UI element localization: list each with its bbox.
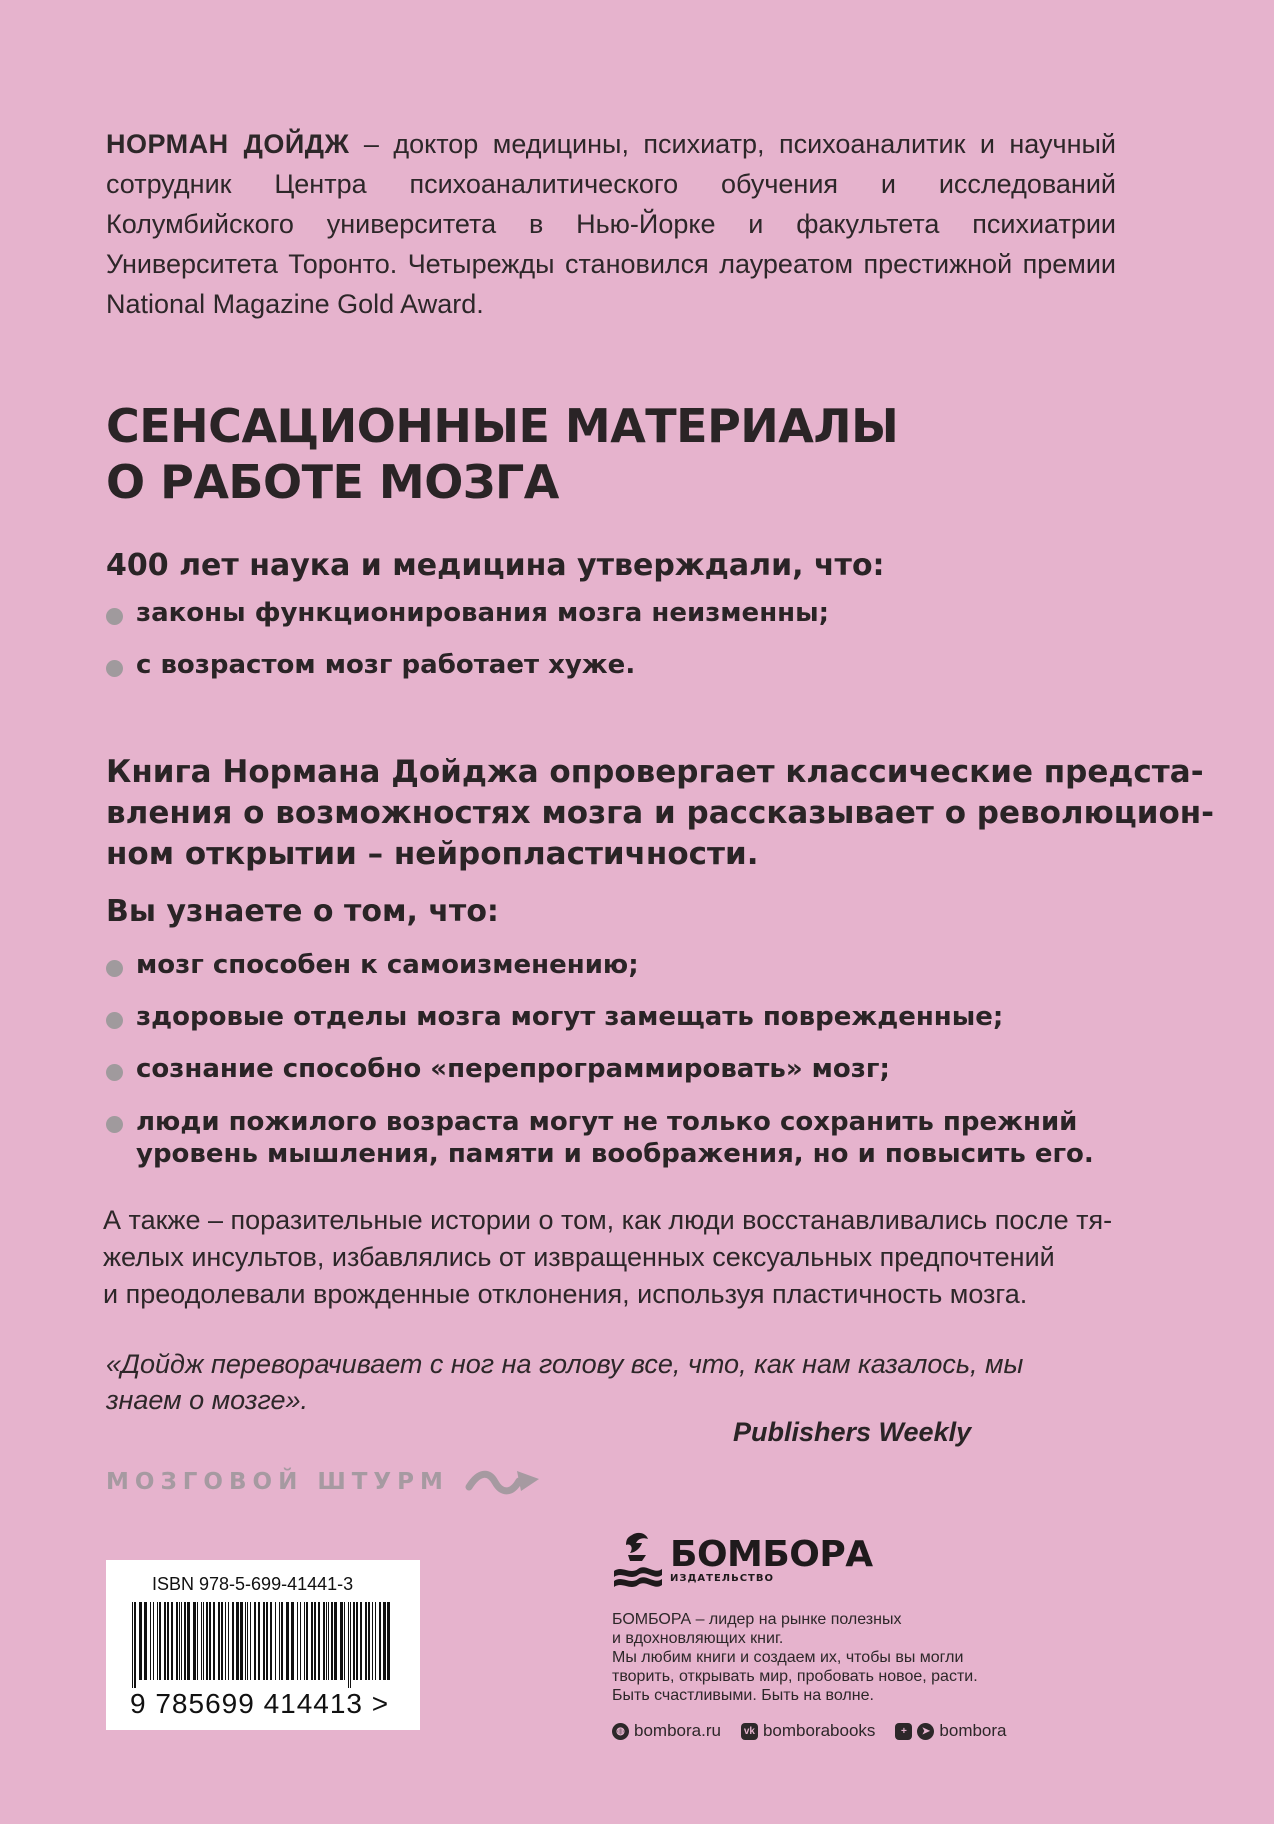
barcode-bar (218, 1602, 220, 1680)
barcode-bar (206, 1602, 208, 1680)
barcode-bar (323, 1602, 325, 1680)
learn-list (106, 950, 1094, 1191)
publisher-logo-icon (612, 1529, 664, 1591)
barcode-bar (179, 1602, 180, 1680)
barcode-bar (300, 1602, 301, 1680)
publisher-description: БОМБОРА – лидер на рынке полезных и вдохновляющих книг. Мы любим книги и создаем их, чтобы вы могли творить, открывать мир, пробовать новое, расти. Быть счастливыми. Быть на волне. (612, 1611, 978, 1704)
barcode-digits: 9 785699 414413 > (130, 1688, 390, 1719)
barcode-bar (164, 1602, 166, 1680)
claims-list (106, 598, 829, 702)
barcode-bar (291, 1602, 294, 1680)
barcode-bar (150, 1602, 151, 1680)
barcode-bar (157, 1602, 158, 1680)
barcode-bar (144, 1602, 147, 1680)
barcode-bar (236, 1602, 239, 1680)
bullet-icon (106, 960, 123, 977)
barcode-bar (270, 1602, 272, 1680)
barcode-bar (266, 1602, 268, 1680)
series-mark (106, 1462, 545, 1502)
list-item: здоровые отделы мозга могут замещать поврежденные; (106, 1002, 1094, 1033)
barcode-bar (232, 1602, 234, 1680)
also-paragraph: А также – поразительные истории о том, как люди восстанавливались после тя- желых инсультов, избавлялись от извращенных сексуальных предпочтений и преодолевали врожденные отклонения, используя пластичность мозга. (103, 1205, 1113, 1309)
barcode-bar (279, 1602, 280, 1680)
barcode-bar (193, 1602, 196, 1680)
barcode-bar (134, 1602, 136, 1688)
lead-paragraph: Книга Нормана Дойджа опровергает классические предста- вления о возможностях мозга и рассказывает о революцион- ном открытии – нейропластичности. (106, 754, 1215, 872)
barcode-bar (153, 1602, 154, 1680)
barcode-bar (181, 1602, 182, 1680)
barcode-bar (275, 1602, 276, 1680)
headline-line-1: СЕНСАЦИОННЫЕ МАТЕРИАЛЫ (106, 399, 899, 453)
bullet-icon (106, 1012, 123, 1029)
learn-intro: Вы узнаете о том, что: (106, 894, 499, 929)
barcode-bar (353, 1602, 355, 1680)
barcode-bar (365, 1602, 367, 1680)
barcode-bar (350, 1602, 351, 1688)
barcode-bar (348, 1602, 349, 1688)
barcode-bar (328, 1602, 329, 1680)
barcode-bar (184, 1602, 186, 1680)
barcode-bar (334, 1602, 337, 1680)
barcode-bar (225, 1602, 226, 1680)
barcode-bar (201, 1602, 202, 1680)
vk-icon: vk (741, 1723, 758, 1740)
barcode-bar (379, 1602, 381, 1680)
barcode-bar (250, 1602, 251, 1680)
headline-line-2: О РАБОТЕ МОЗГА (106, 455, 559, 509)
telegram-icon: ➤ (917, 1723, 934, 1740)
barcode-bar (318, 1602, 320, 1680)
barcode-bar (360, 1602, 362, 1680)
author-bio (106, 124, 1116, 324)
list-item: сознание способно «перепрограммировать» мозг; (106, 1054, 1094, 1085)
barcode-bar (340, 1602, 343, 1680)
wave-arrow-icon (465, 1465, 545, 1499)
barcode-bar (286, 1602, 289, 1680)
barcode-bar (176, 1602, 178, 1680)
barcode-bar (281, 1602, 283, 1680)
list-item: люди пожилого возраста могут не только сохранить прежний уровень мышления, памяти и воображения, но и повысить его. (106, 1106, 1094, 1170)
social-link-telegram[interactable]: + ➤ bombora (895, 1721, 1006, 1741)
plus-icon: + (895, 1723, 912, 1740)
barcode-bar (187, 1602, 190, 1680)
barcode-bar (263, 1602, 265, 1680)
publisher-subtitle: ИЗДАТЕЛЬСТВО (670, 1572, 774, 1584)
barcode-bar (197, 1602, 198, 1680)
barcode-bar (387, 1602, 390, 1680)
barcode-bar (383, 1602, 386, 1680)
barcode-bar (171, 1602, 173, 1680)
barcode-bar (139, 1602, 142, 1680)
social-link-site[interactable]: ◍ bombora.ru (612, 1721, 721, 1741)
social-link-vk[interactable]: vk bomborabooks (741, 1721, 875, 1741)
barcode-bar (304, 1602, 305, 1680)
publisher-block (612, 1528, 1112, 1741)
barcode-bar (247, 1602, 248, 1680)
barcode-bar (258, 1602, 260, 1680)
quote-source: Publishers Weekly (733, 1417, 972, 1447)
barcode-bar (331, 1602, 333, 1680)
barcode-bar (203, 1602, 204, 1680)
barcode-bar (167, 1602, 169, 1680)
barcode-bar (344, 1602, 345, 1680)
barcode-bar (372, 1602, 373, 1680)
barcode-bar (159, 1602, 161, 1680)
barcode (106, 1560, 420, 1730)
series-label: МОЗГОВОЙ ШТУРМ (106, 1469, 449, 1495)
bullet-icon (106, 1116, 123, 1133)
barcode-bar (209, 1602, 211, 1680)
headline (106, 398, 898, 510)
list-item: законы функционирования мозга неизменны; (106, 598, 829, 629)
publisher-logo (612, 1528, 1112, 1592)
barcode-bar (314, 1602, 316, 1680)
barcode-bar (311, 1602, 313, 1680)
bullet-icon (106, 660, 123, 677)
list-item: мозг способен к самоизменению; (106, 950, 1094, 981)
claims-intro: 400 лет наука и медицина утверждали, что: (106, 548, 885, 583)
barcode-bar (132, 1602, 133, 1688)
bullet-icon (106, 1064, 123, 1081)
barcode-bars (128, 1602, 398, 1688)
barcode-bar (221, 1602, 223, 1680)
barcode-bar (368, 1602, 370, 1680)
list-item: с возрастом мозг работает хуже. (106, 650, 829, 681)
author-name: НОРМАН ДОЙДЖ (106, 129, 350, 159)
barcode-bar (356, 1602, 358, 1680)
barcode-bar (245, 1602, 246, 1680)
barcode-bar (297, 1602, 298, 1680)
globe-icon: ◍ (612, 1723, 629, 1740)
publisher-name: БОМБОРА (670, 1533, 873, 1575)
author-bio-text: – доктор медицины, психиатр, психоаналитик и научный сотрудник Центра психоаналитического обучения и исследований Колумбийского университета в Нью-Йорке и факультета психиатрии Университета Торонто. Четырежды становился лауреатом престижной премии National Magazine Gold Award. (106, 129, 1116, 319)
bullet-icon (106, 608, 123, 625)
barcode-bar (306, 1602, 308, 1680)
barcode-bar (213, 1602, 215, 1680)
barcode-bar (326, 1602, 327, 1680)
barcode-bar (240, 1602, 243, 1680)
social-links (612, 1721, 1112, 1741)
barcode-bar (375, 1602, 376, 1680)
barcode-bar (228, 1602, 229, 1680)
isbn-text: ISBN 978-5-699-41441-3 (152, 1574, 354, 1594)
review-quote: «Дойдж переворачивает с ног на голову все, что, как нам казалось, мы знаем о мозге». (106, 1349, 1024, 1415)
barcode-bar (254, 1602, 256, 1680)
